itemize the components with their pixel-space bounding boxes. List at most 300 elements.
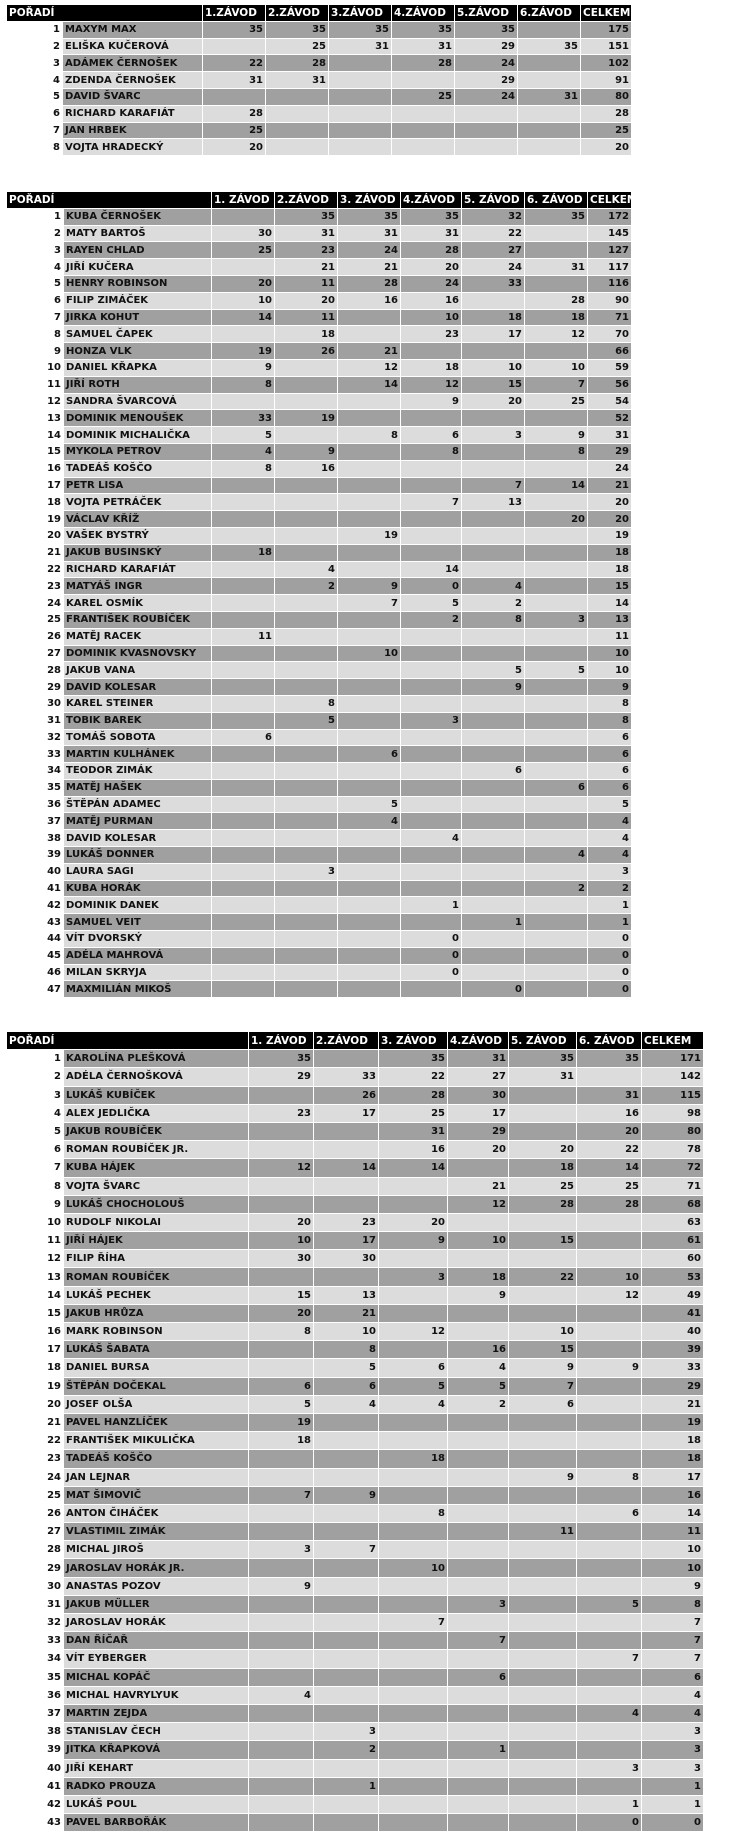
- header-race-2: 2.ZÁVOD: [314, 1032, 379, 1050]
- race-6-cell: [577, 1395, 642, 1413]
- header-race-4: 4.ZÁVOD: [392, 5, 455, 22]
- race-6-cell: 10: [577, 1268, 642, 1286]
- race-1-cell: [249, 1759, 314, 1777]
- race-2-cell: 4: [314, 1395, 379, 1413]
- race-2-cell: 35: [275, 208, 338, 225]
- rank-cell: 18: [7, 494, 64, 511]
- race-1-cell: [212, 595, 275, 612]
- race-1-cell: [212, 847, 275, 864]
- rank-cell: 2: [7, 1068, 64, 1086]
- race-1-cell: 6: [212, 729, 275, 746]
- total-cell: 90: [588, 292, 632, 309]
- race-1-cell: [212, 897, 275, 914]
- race-4-cell: [392, 139, 455, 156]
- total-cell: 19: [642, 1413, 704, 1431]
- total-cell: 4: [642, 1704, 704, 1722]
- race-4-cell: [448, 1450, 509, 1468]
- table-row: [7, 1686, 704, 1704]
- rank-cell: 32: [7, 729, 64, 746]
- race-6-cell: [525, 225, 588, 242]
- race-1-cell: [212, 259, 275, 276]
- race-1-cell: [212, 863, 275, 880]
- rank-cell: 13: [7, 410, 64, 427]
- race-4-cell: [392, 72, 455, 89]
- race-1-cell: [249, 1777, 314, 1795]
- race-6-cell: [525, 679, 588, 696]
- total-cell: 7: [642, 1632, 704, 1650]
- race-4-cell: 0: [401, 578, 462, 595]
- total-cell: 11: [588, 628, 632, 645]
- race-6-cell: 5: [577, 1595, 642, 1613]
- race-6-cell: [525, 410, 588, 427]
- race-6-cell: [577, 1304, 642, 1322]
- race-1-cell: 18: [212, 544, 275, 561]
- total-cell: 70: [588, 326, 632, 343]
- race-4-cell: 6: [448, 1668, 509, 1686]
- race-1-cell: [249, 1141, 314, 1159]
- total-cell: 71: [642, 1177, 704, 1195]
- race-6-cell: [577, 1668, 642, 1686]
- rank-cell: 39: [7, 1741, 64, 1759]
- race-6-cell: [525, 343, 588, 360]
- race-6-cell: 10: [525, 359, 588, 376]
- race-5-cell: 27: [462, 242, 525, 259]
- table-row: [7, 1759, 704, 1777]
- total-cell: 71: [588, 309, 632, 326]
- name-cell: JAKUB MÜLLER: [64, 1595, 249, 1613]
- table-row: [7, 1777, 704, 1795]
- race-3-cell: [379, 1759, 448, 1777]
- race-4-cell: 14: [401, 561, 462, 578]
- rank-cell: 12: [7, 393, 64, 410]
- race-6-cell: 9: [525, 427, 588, 444]
- race-5-cell: 8: [462, 611, 525, 628]
- table-row: [7, 242, 632, 259]
- race-2-cell: 2: [314, 1741, 379, 1759]
- race-6-cell: 12: [577, 1286, 642, 1304]
- name-cell: JAN LEJNAR: [64, 1468, 249, 1486]
- rank-cell: 29: [7, 679, 64, 696]
- race-5-cell: 17: [462, 326, 525, 343]
- header-race-3: 3.ZÁVOD: [329, 5, 392, 22]
- race-2-cell: 14: [314, 1159, 379, 1177]
- rank-cell: 20: [7, 1395, 64, 1413]
- race-5-cell: [509, 1286, 577, 1304]
- race-1-cell: [212, 830, 275, 847]
- total-cell: 7: [642, 1650, 704, 1668]
- race-4-cell: 23: [401, 326, 462, 343]
- race-3-cell: 21: [338, 343, 401, 360]
- name-cell: VOJTA ŠVARC: [64, 1177, 249, 1195]
- race-1-cell: [249, 1632, 314, 1650]
- name-cell: KUBA HORÁK: [64, 880, 212, 897]
- name-cell: JIŘÍ KEHART: [64, 1759, 249, 1777]
- race-5-cell: 25: [509, 1177, 577, 1195]
- race-4-cell: [448, 1159, 509, 1177]
- race-2-cell: 35: [266, 21, 329, 38]
- header-race-6: 6. ZÁVOD: [577, 1032, 642, 1050]
- race-6-cell: 16: [577, 1104, 642, 1122]
- race-4-cell: 16: [448, 1341, 509, 1359]
- header-race-4: 4.ZÁVOD: [401, 192, 462, 209]
- table-row: [7, 139, 632, 156]
- race-6-cell: [525, 494, 588, 511]
- race-3-cell: 35: [329, 21, 392, 38]
- race-4-cell: [401, 645, 462, 662]
- name-cell: DAVID ŠVARC: [63, 88, 203, 105]
- race-1-cell: [212, 763, 275, 780]
- name-cell: KUBA ČERNOŠEK: [64, 208, 212, 225]
- total-cell: 1: [588, 897, 632, 914]
- name-cell: FRANTIŠEK ROUBÍČEK: [64, 611, 212, 628]
- name-cell: LAURA SAGI: [64, 863, 212, 880]
- race-2-cell: [275, 729, 338, 746]
- race-2-cell: 3: [314, 1723, 379, 1741]
- race-4-cell: 6: [401, 427, 462, 444]
- total-cell: 10: [588, 645, 632, 662]
- race-2-cell: 23: [314, 1213, 379, 1231]
- race-3-cell: [338, 544, 401, 561]
- race-6-cell: [525, 561, 588, 578]
- race-2-cell: [275, 880, 338, 897]
- race-3-cell: [379, 1304, 448, 1322]
- race-6-cell: 3: [577, 1759, 642, 1777]
- race-4-cell: [448, 1323, 509, 1341]
- race-6-cell: [518, 105, 581, 122]
- race-5-cell: 15: [509, 1232, 577, 1250]
- total-cell: 3: [642, 1759, 704, 1777]
- race-6-cell: 3: [525, 611, 588, 628]
- header-race-3: 3. ZÁVOD: [379, 1032, 448, 1050]
- race-2-cell: [275, 897, 338, 914]
- rank-cell: 36: [7, 796, 64, 813]
- table-row: [7, 746, 632, 763]
- total-cell: 4: [588, 813, 632, 830]
- race-1-cell: 35: [203, 21, 266, 38]
- total-cell: 54: [588, 393, 632, 410]
- race-3-cell: [338, 695, 401, 712]
- race-2-cell: [266, 122, 329, 139]
- race-3-cell: [338, 477, 401, 494]
- rank-cell: 38: [7, 1723, 64, 1741]
- rank-cell: 33: [7, 1632, 64, 1650]
- name-cell: HONZA VLK: [64, 343, 212, 360]
- race-6-cell: 4: [525, 847, 588, 864]
- race-3-cell: [338, 964, 401, 981]
- race-6-cell: 35: [577, 1050, 642, 1068]
- race-6-cell: 4: [577, 1704, 642, 1722]
- race-4-cell: 3: [448, 1595, 509, 1613]
- total-cell: 52: [588, 410, 632, 427]
- total-cell: 10: [588, 662, 632, 679]
- table-row: [7, 427, 632, 444]
- race-6-cell: [525, 628, 588, 645]
- header-race-1: 1. ZÁVOD: [212, 192, 275, 209]
- race-1-cell: 23: [249, 1104, 314, 1122]
- total-cell: 145: [588, 225, 632, 242]
- race-3-cell: 5: [379, 1377, 448, 1395]
- race-5-cell: [509, 1814, 577, 1832]
- name-cell: DANIEL KŘAPKA: [64, 359, 212, 376]
- race-2-cell: [314, 1595, 379, 1613]
- race-3-cell: 31: [338, 225, 401, 242]
- race-6-cell: [518, 55, 581, 72]
- race-3-cell: [338, 494, 401, 511]
- race-5-cell: 32: [462, 208, 525, 225]
- rank-cell: 5: [7, 1122, 64, 1140]
- rank-cell: 24: [7, 1468, 64, 1486]
- name-cell: RUDOLF NIKOLAI: [64, 1213, 249, 1231]
- race-5-cell: 9: [509, 1359, 577, 1377]
- header-rank: POŘADÍ: [7, 1032, 249, 1050]
- race-3-cell: 9: [338, 578, 401, 595]
- race-3-cell: 10: [338, 645, 401, 662]
- race-1-cell: [249, 1559, 314, 1577]
- race-3-cell: [379, 1286, 448, 1304]
- race-3-cell: [338, 729, 401, 746]
- race-5-cell: 0: [462, 981, 525, 998]
- race-2-cell: [314, 1432, 379, 1450]
- name-cell: MICHAL JIROŠ: [64, 1541, 249, 1559]
- race-6-cell: [577, 1068, 642, 1086]
- header-rank: POŘADÍ: [7, 5, 203, 22]
- race-1-cell: [212, 662, 275, 679]
- race-4-cell: [448, 1777, 509, 1795]
- race-4-cell: [401, 746, 462, 763]
- race-5-cell: [462, 931, 525, 948]
- race-5-cell: [509, 1213, 577, 1231]
- name-cell: MILAN SKRYJA: [64, 964, 212, 981]
- rank-cell: 5: [7, 88, 63, 105]
- total-cell: 61: [642, 1232, 704, 1250]
- name-cell: DOMINIK DANEK: [64, 897, 212, 914]
- rank-cell: 47: [7, 981, 64, 998]
- race-5-cell: [509, 1759, 577, 1777]
- race-3-cell: 8: [338, 427, 401, 444]
- race-3-cell: [379, 1814, 448, 1832]
- race-4-cell: 20: [401, 259, 462, 276]
- race-5-cell: [509, 1504, 577, 1522]
- race-2-cell: 31: [266, 72, 329, 89]
- table-row: [7, 1177, 704, 1195]
- name-cell: JAKUB VANA: [64, 662, 212, 679]
- table-row: [7, 1141, 704, 1159]
- race-5-cell: [462, 511, 525, 528]
- total-cell: 3: [588, 863, 632, 880]
- race-3-cell: [338, 309, 401, 326]
- race-1-cell: 28: [203, 105, 266, 122]
- race-4-cell: 35: [401, 208, 462, 225]
- race-6-cell: 8: [525, 443, 588, 460]
- table-row: [7, 863, 632, 880]
- name-cell: MATY BARTOŠ: [64, 225, 212, 242]
- race-6-cell: [525, 763, 588, 780]
- total-cell: 41: [642, 1304, 704, 1322]
- race-5-cell: [462, 410, 525, 427]
- total-cell: 102: [581, 55, 632, 72]
- total-cell: 63: [642, 1213, 704, 1231]
- rank-cell: 10: [7, 1213, 64, 1231]
- race-6-cell: [577, 1486, 642, 1504]
- race-3-cell: 18: [379, 1450, 448, 1468]
- race-1-cell: [212, 679, 275, 696]
- total-cell: 15: [588, 578, 632, 595]
- header-rank: POŘADÍ: [7, 192, 212, 209]
- name-cell: JITKA KŘAPKOVÁ: [64, 1741, 249, 1759]
- race-4-cell: 7: [401, 494, 462, 511]
- header-race-5: 5. ZÁVOD: [509, 1032, 577, 1050]
- name-cell: JAKUB ROUBÍČEK: [64, 1122, 249, 1140]
- race-5-cell: 9: [462, 679, 525, 696]
- race-2-cell: [275, 981, 338, 998]
- table-row: [7, 544, 632, 561]
- total-cell: 4: [588, 830, 632, 847]
- race-5-cell: [462, 712, 525, 729]
- table-row: [7, 1504, 704, 1522]
- race-3-cell: [379, 1432, 448, 1450]
- race-4-cell: [392, 122, 455, 139]
- rank-cell: 17: [7, 1341, 64, 1359]
- race-4-cell: 0: [401, 964, 462, 981]
- race-3-cell: 24: [338, 242, 401, 259]
- race-6-cell: [577, 1341, 642, 1359]
- total-cell: 91: [581, 72, 632, 89]
- race-6-cell: [525, 897, 588, 914]
- total-cell: 39: [642, 1341, 704, 1359]
- table-row: [7, 947, 632, 964]
- race-3-cell: [379, 1250, 448, 1268]
- race-6-cell: 31: [518, 88, 581, 105]
- race-1-cell: [249, 1195, 314, 1213]
- rank-cell: 46: [7, 964, 64, 981]
- name-cell: LUKÁŠ KUBÍČEK: [64, 1086, 249, 1104]
- race-2-cell: 8: [275, 695, 338, 712]
- table-row: [7, 595, 632, 612]
- rank-cell: 9: [7, 1195, 64, 1213]
- total-cell: 13: [588, 611, 632, 628]
- table-row: [7, 1341, 704, 1359]
- race-2-cell: [314, 1523, 379, 1541]
- race-6-cell: [525, 275, 588, 292]
- race-1-cell: 3: [249, 1541, 314, 1559]
- race-3-cell: 7: [379, 1614, 448, 1632]
- total-cell: 5: [588, 796, 632, 813]
- name-cell: ANASTAS POZOV: [64, 1577, 249, 1595]
- race-5-cell: [455, 105, 518, 122]
- race-2-cell: [275, 947, 338, 964]
- total-cell: 115: [642, 1086, 704, 1104]
- name-cell: DAVID KOLESAR: [64, 679, 212, 696]
- race-2-cell: [275, 393, 338, 410]
- race-5-cell: [509, 1413, 577, 1431]
- results-table-2: [6, 191, 638, 998]
- table-row: [7, 208, 632, 225]
- rank-cell: 35: [7, 1668, 64, 1686]
- table-row: [7, 511, 632, 528]
- race-1-cell: [212, 477, 275, 494]
- rank-cell: 25: [7, 611, 64, 628]
- table-row: [7, 964, 632, 981]
- race-1-cell: [249, 1122, 314, 1140]
- rank-cell: 34: [7, 763, 64, 780]
- race-5-cell: 10: [462, 359, 525, 376]
- race-2-cell: [275, 645, 338, 662]
- race-5-cell: [462, 880, 525, 897]
- total-cell: 6: [642, 1668, 704, 1686]
- race-4-cell: 3: [401, 712, 462, 729]
- table-row: [7, 393, 632, 410]
- rank-cell: 39: [7, 847, 64, 864]
- race-2-cell: [314, 1632, 379, 1650]
- rank-cell: 38: [7, 830, 64, 847]
- race-5-cell: 7: [509, 1377, 577, 1395]
- race-6-cell: [577, 1523, 642, 1541]
- rank-cell: 19: [7, 1377, 64, 1395]
- race-2-cell: [314, 1795, 379, 1813]
- race-3-cell: 35: [379, 1050, 448, 1068]
- rank-cell: 3: [7, 55, 63, 72]
- race-2-cell: 21: [275, 259, 338, 276]
- race-1-cell: 8: [212, 460, 275, 477]
- race-1-cell: [212, 880, 275, 897]
- race-6-cell: [577, 1686, 642, 1704]
- race-4-cell: [401, 695, 462, 712]
- total-cell: 78: [642, 1141, 704, 1159]
- total-cell: 18: [642, 1450, 704, 1468]
- race-6-cell: [518, 72, 581, 89]
- table-row: [7, 813, 632, 830]
- rank-cell: 6: [7, 105, 63, 122]
- race-3-cell: [379, 1795, 448, 1813]
- race-3-cell: [338, 628, 401, 645]
- race-6-cell: 31: [577, 1086, 642, 1104]
- race-1-cell: 5: [249, 1395, 314, 1413]
- name-cell: MICHAL KOPÁČ: [64, 1668, 249, 1686]
- race-4-cell: [448, 1704, 509, 1722]
- race-2-cell: [275, 679, 338, 696]
- race-3-cell: [379, 1541, 448, 1559]
- race-1-cell: [249, 1595, 314, 1613]
- name-cell: PAVEL BARBOŘÁK: [64, 1814, 249, 1832]
- rank-cell: 21: [7, 1413, 64, 1431]
- header-row: [7, 5, 632, 22]
- race-4-cell: [401, 460, 462, 477]
- name-cell: KAREL OSMÍK: [64, 595, 212, 612]
- race-1-cell: [249, 1668, 314, 1686]
- race-6-cell: [525, 813, 588, 830]
- total-cell: 40: [642, 1323, 704, 1341]
- race-3-cell: [379, 1650, 448, 1668]
- header-race-5: 5. ZÁVOD: [462, 192, 525, 209]
- race-5-cell: [509, 1541, 577, 1559]
- table-row: [7, 611, 632, 628]
- race-1-cell: 35: [249, 1050, 314, 1068]
- race-5-cell: [462, 746, 525, 763]
- race-4-cell: 20: [448, 1141, 509, 1159]
- race-4-cell: [401, 863, 462, 880]
- race-5-cell: [462, 863, 525, 880]
- race-3-cell: [379, 1195, 448, 1213]
- table-row: [7, 1359, 704, 1377]
- race-5-cell: [509, 1432, 577, 1450]
- name-cell: MATĚJ RACEK: [64, 628, 212, 645]
- race-1-cell: 22: [203, 55, 266, 72]
- race-2-cell: 3: [275, 863, 338, 880]
- race-4-cell: [401, 914, 462, 931]
- race-2-cell: 30: [314, 1250, 379, 1268]
- name-cell: ROMAN ROUBÍČEK: [64, 1268, 249, 1286]
- total-cell: 59: [588, 359, 632, 376]
